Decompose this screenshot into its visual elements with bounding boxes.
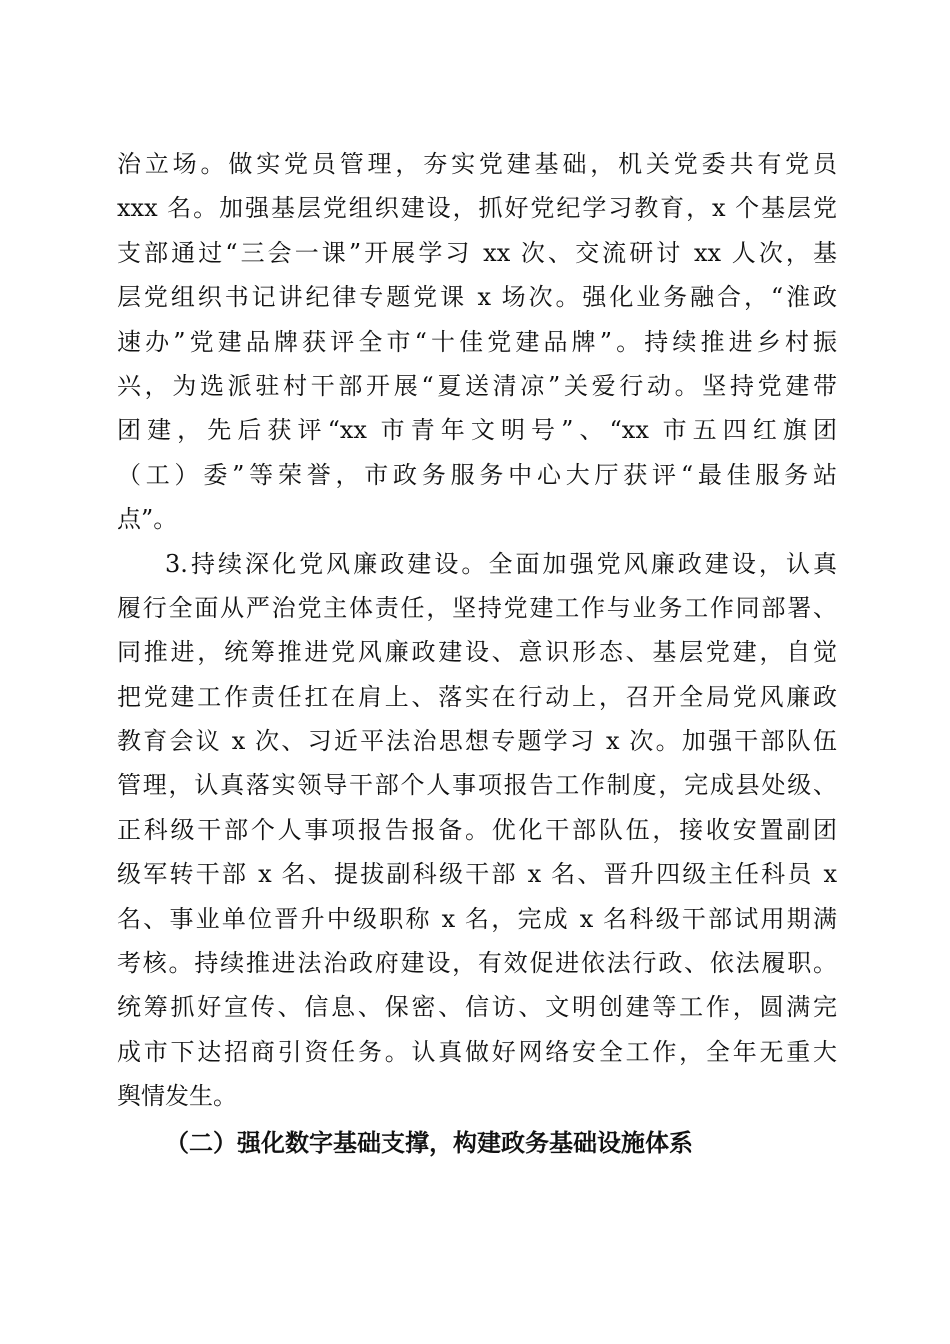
paragraph-party-building <box>117 142 837 542</box>
text-line: 舆情发生。 <box>117 1082 237 1111</box>
body-text <box>117 142 837 1119</box>
text-line: 点”。 <box>117 505 178 534</box>
text-line: 名、事业单位晋升中级职称 x 名，完成 x 名科级干部试用期满 <box>117 904 837 933</box>
section-heading: （二）强化数字基础支撑，构建政务基础设施体系 <box>165 1128 693 1157</box>
text-line: xxx 名。加强基层党组织建设，抓好党纪学习教育，x 个基层党 <box>117 194 837 223</box>
text-line: 支部通过“三会一课”开展学习 xx 次、交流研讨 xx 人次，基 <box>117 238 837 267</box>
text-line: 把党建工作责任扛在肩上、落实在行动上，召开全局党风廉政 <box>117 682 837 711</box>
text-line: 管理，认真落实领导干部个人事项报告工作制度，完成县处级、 <box>117 771 837 800</box>
text-line: 统筹抓好宣传、信息、保密、信访、文明创建等工作，圆满完 <box>117 993 837 1022</box>
text-line: 兴，为选派驻村干部开展“夏送清凉”关爱行动。坚持党建带 <box>117 371 837 400</box>
text-line: 教育会议 x 次、习近平法治思想专题学习 x 次。加强干部队伍 <box>117 727 837 756</box>
text-line: 层党组织书记讲纪律专题党课 x 场次。强化业务融合，“淮政 <box>117 283 837 312</box>
text-line: 治立场。做实党员管理，夯实党建基础，机关党委共有党员 <box>117 150 837 178</box>
text-line: 履行全面从严治党主体责任，坚持党建工作与业务工作同部署、 <box>117 593 837 622</box>
text-line: 成市下达招商引资任务。认真做好网络安全工作，全年无重大 <box>117 1037 837 1066</box>
text-line: 同推进，统筹推进党风廉政建设、意识形态、基层党建，自觉 <box>117 638 837 667</box>
paragraph-integrity-building <box>117 542 837 1119</box>
text-line: 3.持续深化党风廉政建设。全面加强党风廉政建设，认真 <box>165 549 837 578</box>
text-line: 速办”党建品牌获评全市“十佳党建品牌”。持续推进乡村振 <box>117 327 837 356</box>
text-line: 级军转干部 x 名、提拔副科级干部 x 名、晋升四级主任科员 x <box>117 860 837 889</box>
text-line: （工）委”等荣誉，市政务服务中心大厅获评“最佳服务站 <box>117 460 837 489</box>
text-line: 正科级干部个人事项报告报备。优化干部队伍，接收安置副团 <box>117 815 837 844</box>
text-line: 考核。持续推进法治政府建设，有效促进依法行政、依法履职。 <box>117 949 837 978</box>
text-line: 团建，先后获评“xx 市青年文明号”、“xx 市五四红旗团 <box>117 416 837 445</box>
